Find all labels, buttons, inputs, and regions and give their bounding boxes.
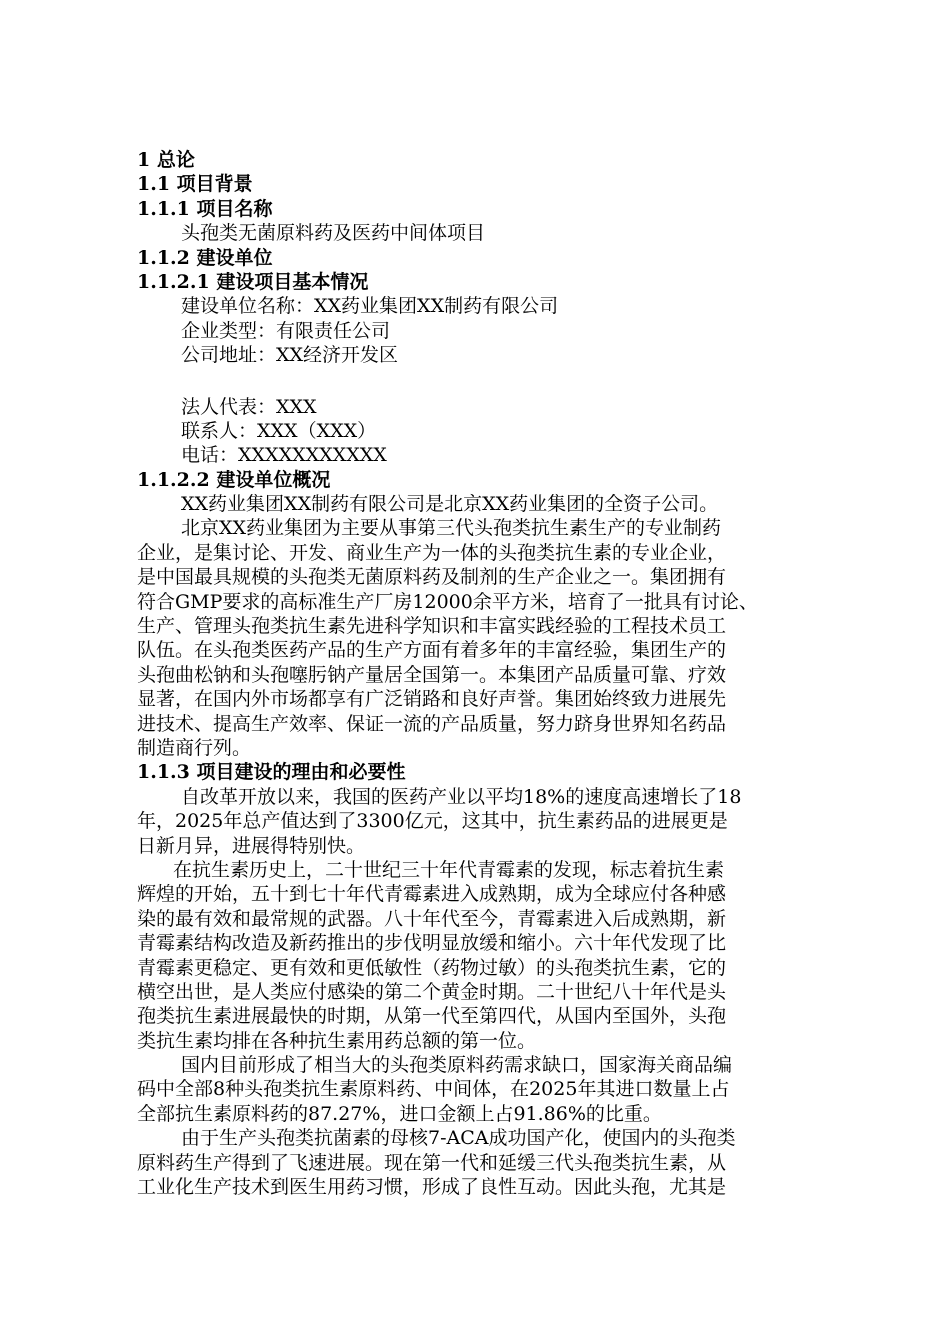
heading-1-1-2: 1.1.2 建设单位 [137, 246, 273, 269]
reason-paragraph-4 [137, 1126, 837, 1199]
heading-chapter-1: 1 总论 [137, 149, 195, 171]
paragraph-line: 队伍。在头孢类医药产品的生产方面有着多年的丰富经验，集团生产的 [137, 639, 727, 662]
contact-text: 联系人：XXX（XXX） [181, 419, 377, 442]
paragraph-line: 工业化生产技术到医生用药习惯，形成了良性互动。因此头孢，尤其是 [137, 1176, 727, 1199]
paragraph-line: 横空出世，是人类应付感染的第二个黄金时期。二十世纪八十年代是头 [137, 980, 727, 1003]
reason-paragraph-1 [137, 785, 837, 858]
paragraph-line: 北京XX药业集团为主要从事第三代头孢类抗生素生产的专业制药 [181, 517, 722, 540]
paragraph-line: 全部抗生素原料药的87.27%，进口金额上占91.86%的比重。 [137, 1102, 662, 1125]
paragraph-line: 孢类抗生素进展最快的时期，从第一代至第四代，从国内至国外，头孢 [137, 1005, 727, 1028]
paragraph-line: 国内目前形成了相当大的头孢类原料药需求缺口，国家海关商品编 [181, 1054, 733, 1077]
overview-paragraph-2 [137, 516, 837, 760]
company-address-text: 公司地址：XX经济开发区 [181, 344, 399, 367]
paragraph-line: 显著，在国内外市场都享有广泛销路和良好声誉。集团始终致力进展先 [137, 688, 727, 711]
reason-paragraph-3 [137, 1053, 837, 1126]
heading-1-1: 1.1 项目背景 [137, 173, 253, 196]
paragraph-line: 辉煌的开始，五十到七十年代青霉素进入成熟期，成为全球应付各种感 [137, 883, 727, 906]
paragraph-line: 在抗生素历史上，二十世纪三十年代青霉素的发现，标志着抗生素 [173, 858, 725, 881]
blank-line [137, 368, 837, 395]
paragraph-line: 青霉素更稳定、更有效和更低敏性（药物过敏）的头孢类抗生素，它的 [137, 956, 727, 979]
document-body [137, 148, 837, 1199]
paragraph-line: 类抗生素均排在各种抗生素用药总额的第一位。 [137, 1029, 537, 1052]
paragraph-line: 自改革开放以来，我国的医药产业以平均18%的速度高速增长了18 [181, 785, 742, 808]
paragraph-line: 年，2025年总产值达到了3300亿元，这其中，抗生素药品的进展更是 [137, 810, 728, 833]
heading-1-1-1: 1.1.1 项目名称 [137, 197, 273, 220]
project-name-text: 头孢类无菌原料药及医药中间体项目 [181, 222, 486, 245]
heading-1-1-3: 1.1.3 项目建设的理由和必要性 [137, 761, 406, 784]
overview-paragraph-1 [137, 492, 837, 516]
reason-paragraph-2 [137, 858, 837, 1053]
paragraph-line: 制造商行列。 [137, 736, 252, 759]
heading-1-1-2-2: 1.1.2.2 建设单位概况 [137, 468, 331, 491]
paragraph-line: XX药业集团XX制药有限公司是北京XX药业集团的全资子公司。 [181, 493, 719, 516]
paragraph-line: 青霉素结构改造及新药推出的步伐明显放缓和缩小。六十年代发现了比 [137, 932, 727, 955]
paragraph-line: 由于生产头孢类抗菌素的母核7-ACA成功国产化，使国内的头孢类 [181, 1127, 736, 1150]
legal-rep-text: 法人代表：XXX [181, 395, 317, 418]
paragraph-line: 原料药生产得到了飞速进展。现在第一代和延缓三代头孢类抗生素，从 [137, 1151, 727, 1174]
phone-text: 电话：XXXXXXXXXXX [181, 444, 387, 467]
paragraph-line: 进技术、提高生产效率、保证一流的产品质量，努力跻身世界知名药品 [137, 712, 727, 735]
company-type-text: 企业类型：有限责任公司 [181, 319, 391, 342]
paragraph-line: 头孢曲松钠和头孢噻肟钠产量居全国第一。本集团产品质量可靠、疗效 [137, 663, 727, 686]
heading-1-1-2-1: 1.1.2.1 建设项目基本情况 [137, 270, 369, 293]
paragraph-line: 符合GMP要求的高标准生产厂房12000余平方米，培育了一批具有讨论、 [137, 590, 758, 613]
paragraph-line: 染的最有效和最常规的武器。八十年代至今，青霉素进入后成熟期，新 [137, 907, 727, 930]
paragraph-line: 日新月异，进展得特别快。 [137, 834, 366, 857]
paragraph-line: 是中国最具规模的头孢类无菌原料药及制剂的生产企业之一。集团拥有 [137, 566, 727, 589]
paragraph-line: 生产、管理头孢类抗生素先进科学知识和丰富实践经验的工程技术员工 [137, 615, 727, 638]
paragraph-line: 企业，是集讨论、开发、商业生产为一体的头孢类抗生素的专业企业， [137, 541, 727, 564]
unit-name-text: 建设单位名称：XX药业集团XX制药有限公司 [181, 295, 559, 318]
paragraph-line: 码中全部8种头孢类抗生素原料药、中间体，在2025年其进口数量上占 [137, 1078, 730, 1101]
